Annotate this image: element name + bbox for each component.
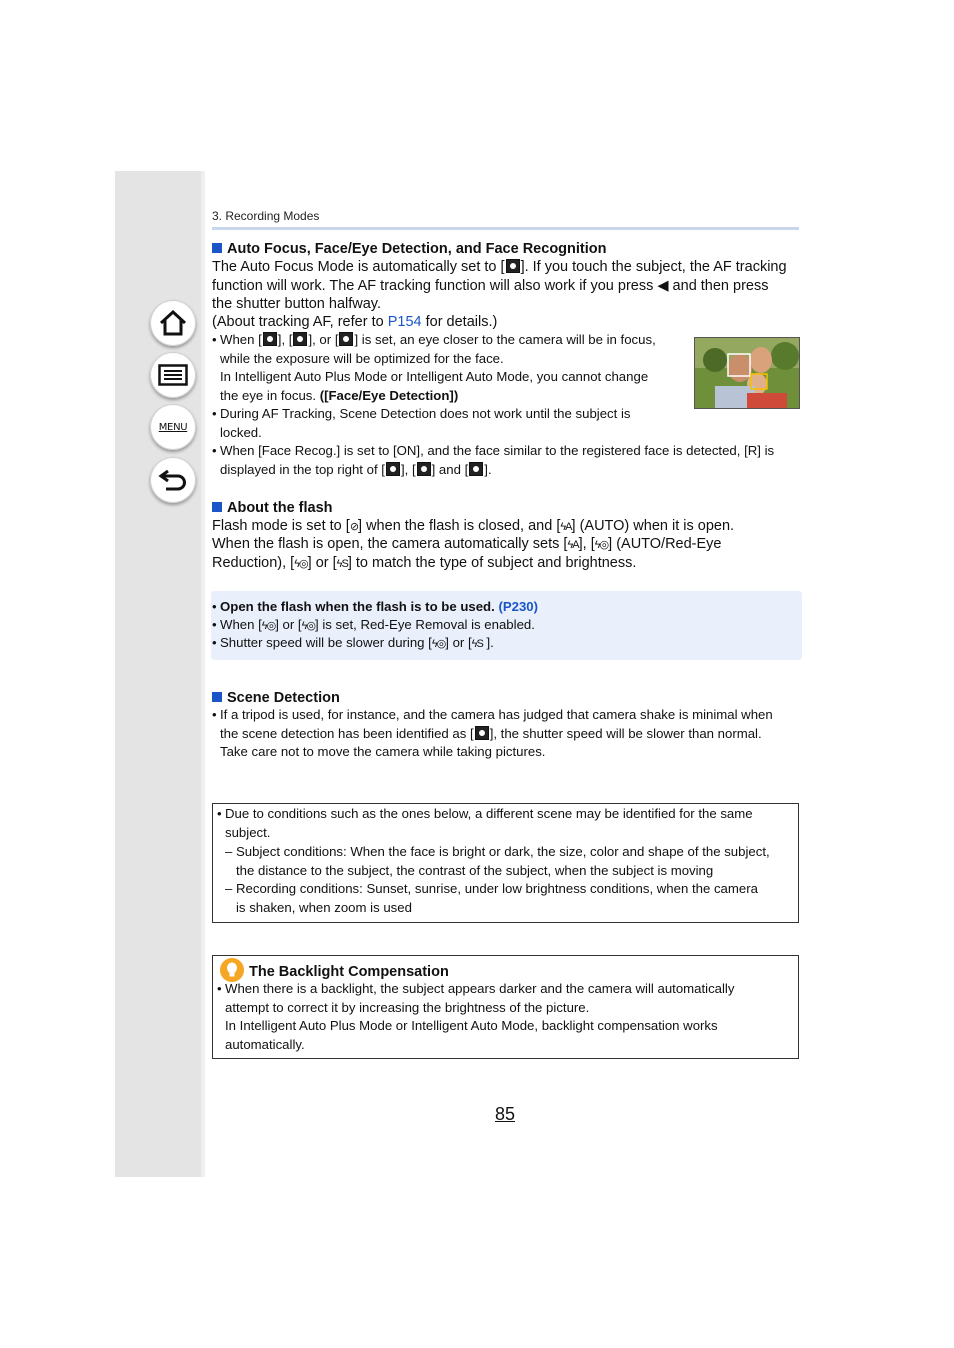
flash-redeye-icon: ϟ◎: [594, 539, 609, 551]
flash-section-heading: About the flash: [212, 499, 333, 517]
scene-section-heading: Scene Detection: [212, 689, 340, 707]
flash-slow-sync-icon: ϟS: [471, 638, 483, 650]
p230-link[interactable]: (P230): [498, 599, 539, 614]
lightbulb-tip-icon: [220, 958, 244, 982]
night-portrait-icon: [293, 332, 307, 346]
flash-off-icon: ⊘: [349, 521, 359, 533]
back-button[interactable]: [150, 457, 196, 503]
p154-link[interactable]: P154: [387, 314, 422, 330]
contents-button[interactable]: [150, 352, 196, 398]
square-bullet-icon: [212, 692, 222, 702]
home-button[interactable]: [150, 300, 196, 346]
flash-para-line1: Flash mode is set to [⊘] when the flash is closed, and [ϟA] (AUTO) when it is open.: [212, 517, 802, 537]
face-eye-detection-icon: [506, 259, 520, 273]
af-para-line4: (About tracking AF, refer to P154 for details.): [212, 314, 498, 330]
backlight-heading: The Backlight Compensation: [249, 964, 449, 980]
child-scene-icon: [339, 332, 353, 346]
flash-slow-redeye-icon: ϟ◎: [294, 558, 308, 570]
flash-para-line3: Reduction), [ϟ◎] or [ϟS] to match the type of subject and brightness.: [212, 554, 802, 574]
af-para-line2: function will work. The AF tracking function will also work if you press ◀ and then press: [212, 278, 769, 294]
menu-button[interactable]: [150, 404, 196, 450]
sidebar-edge: [201, 171, 205, 1177]
chapter-title: 3. Recording Modes: [212, 209, 320, 223]
flash-para-line2: When the flash is open, the camera automatically sets [ϟA], [ϟ◎] (AUTO/Red-Eye: [212, 535, 802, 555]
af-para-line1: The Auto Focus Mode is automatically set to [ ]. If you touch the subject, the AF tracking: [212, 259, 787, 275]
face-detection-photo: [694, 337, 800, 409]
flash-redeye-icon: ϟ◎: [261, 620, 276, 632]
square-bullet-icon: [212, 502, 222, 512]
af-section-heading: Auto Focus, Face/Eye Detection, and Face Recognition: [212, 240, 607, 258]
home-icon: [159, 310, 187, 336]
list-icon: [158, 364, 188, 386]
menu-label: MENU: [158, 421, 188, 433]
night-portrait-icon: [417, 462, 431, 476]
night-scenery-icon: [475, 726, 489, 740]
portrait-scene-icon: [386, 462, 400, 476]
flash-slow-redeye-icon: ϟ◎: [301, 620, 316, 632]
flash-slow-sync-icon: ϟS: [336, 558, 348, 570]
child-scene-icon: [469, 462, 483, 476]
af-para-line3: the shutter button halfway.: [212, 296, 382, 312]
subject-conditions: – Subject conditions: When the face is bright or dark, the size, color and shape of the subject, the distance to the subject, the contrast of the subject, when the subject is moving: [225, 844, 770, 878]
flash-auto-icon: ϟA: [567, 539, 579, 551]
square-bullet-icon: [212, 243, 222, 253]
flash-slow-redeye-icon: ϟ◎: [431, 638, 446, 650]
flash-auto-icon: ϟA: [560, 521, 572, 533]
header-rule: [212, 227, 799, 230]
page-number: 85: [495, 1104, 516, 1124]
recording-conditions: – Recording conditions: Sunset, sunrise, under low brightness conditions, when the camera is shaken, when zoom is used: [225, 881, 758, 915]
back-arrow-icon: [158, 467, 188, 493]
portrait-scene-icon: [263, 332, 277, 346]
